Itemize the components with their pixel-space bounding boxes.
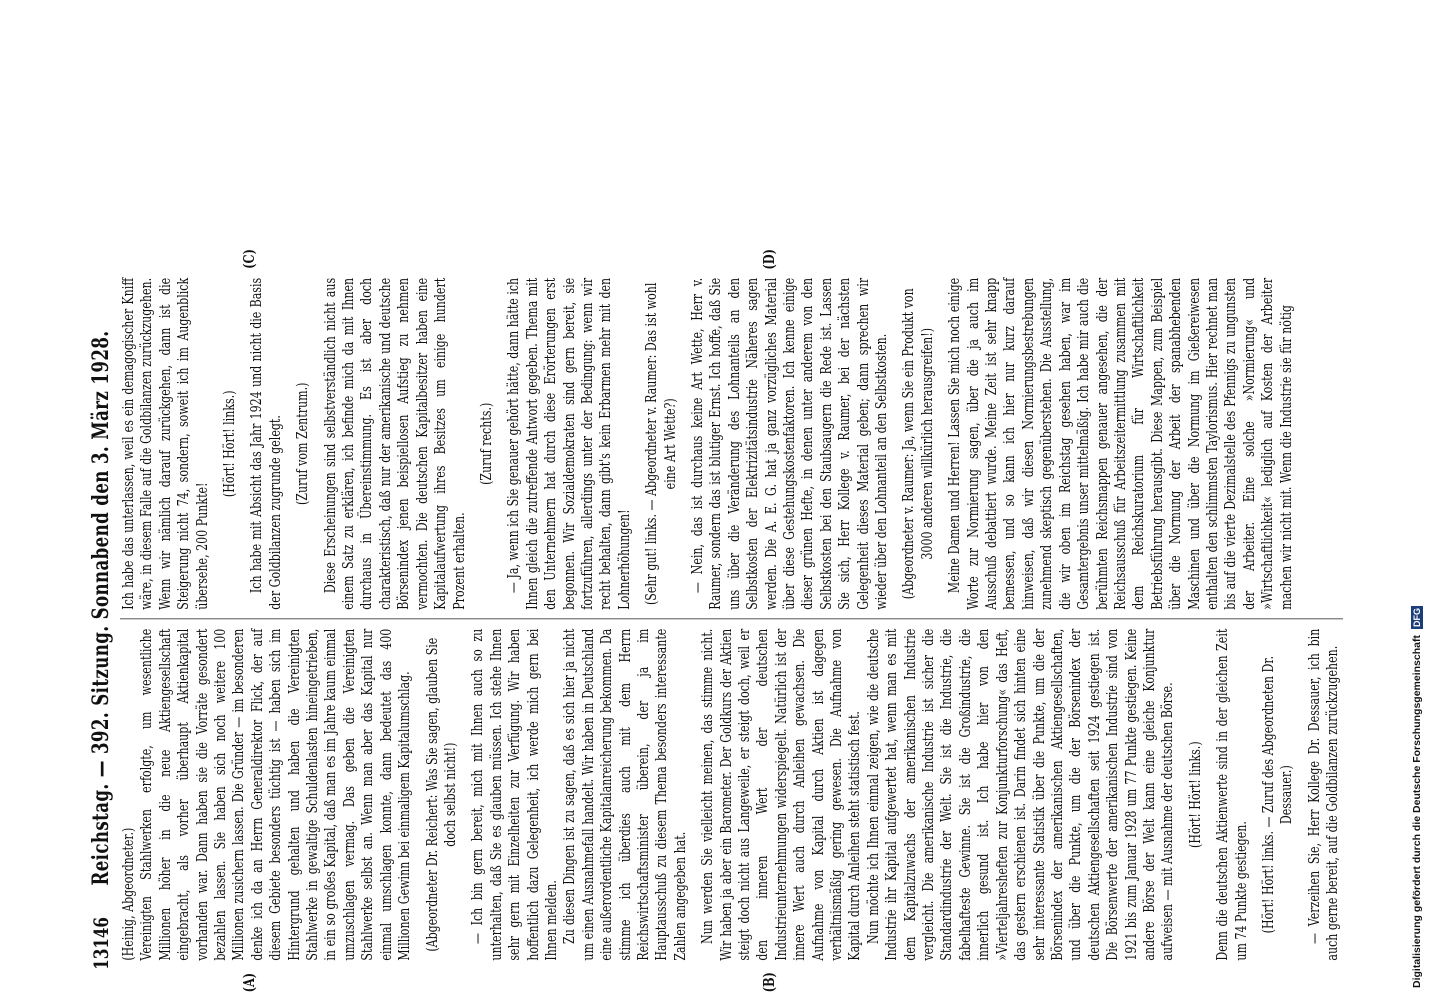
paragraph: — Verzeihen Sie, Herr Kollege Dr. Dessauer, ich bin auch gerne bereit, auf die Goldbilanzen zurückzugehen.	[1305, 628, 1342, 961]
interjection: (Hört! Hört! links. — Zuruf des Abgeordneten Dr. Dessauer.)	[1259, 656, 1296, 934]
interjection: (Sehr gut! links. — Abgeordneter v. Raumer: Das ist wohl eine Art Wette?)	[643, 282, 679, 605]
page-title: Reichstag. — 392. Sitzung. Sonnabend den 3. März 1928.	[88, 330, 114, 886]
paragraph: Meine Damen und Herren! Lassen Sie mich noch einige Worte zur Normierung sagen, über die ja auch im Ausschuß debattiert wurde. Meine Zeit ist sehr knapp bemessen, und so kann ich hier nur kurz darauf hinweisen, daß wir diesen Normierungsbestrebungen zunehmend skeptisch gegenüberstehen. Die Ausstellung, die wir oben im Reichstag gesehen haben, war im Gesamtergebnis unser mittelmäßig. Ich habe mir auch die berühmten Reichsmappen genauer angesehen, die der Reichsausschuß für Arbeitszeitermittlung zusammen mit dem Reichskuratorium für Wirtschaftlichkeit Betriebsführung herausgibt. Diese Mappen, zum Beispiel über die Normung der Arbeit der spanabhebenden Maschinen und über die Normung im Gießereiwesen enthalten den schlimmsten Taylorismus. Hier rechnet man bis auf die vierte Dezimalstelle des Pfennigs zu ungunsten der Arbeiter. Eine solche »Normierung« und »Wirtschaftlichkeit« lediglich auf Kosten der Arbeiter machen wir nicht mit. Wenn die Industrie sie für nötig	[946, 277, 1295, 610]
margin-mark-c: (C)	[240, 249, 258, 269]
text-columns	[120, 249, 1343, 993]
paragraph: Diese Erscheinungen sind selbstverständlich nicht aus einem Satz zu erklären, ich befinde mich da mit Ihnen durchaus in Übereinstimmung. Es ist aber doch charakteristisch, daß nur der amerikanische und deutsche Börsenindex jenen beispiellosen Aufstieg zu nehmen vermochten. Die deutschen Kapitalbesitzer haben eine Kapitalaufwertung ihres Besitzes um einige hundert Prozent erhalten.	[321, 277, 468, 610]
paragraph: Denn die deutschen Aktienwerte sind in der gleichen Zeit um 74 Punkte gestiegen.	[1214, 628, 1250, 961]
interjection: (Abgeordneter v. Raumer: Ja, wenn Sie ein Produkt von 3000 anderen willkürlich herausgreifen!)	[900, 288, 936, 600]
digitization-credit	[1410, 12, 1424, 988]
paragraph: (Heinig, Abgeordneter.)	[120, 827, 137, 961]
paragraph: Nun werden Sie vielleicht meinen, das stimme nicht. Wir haben ja aber ein Barometer. Der Goldkurs der Aktien steigt doch nicht aus Langeweile, er steigt doch, weil er den inneren Wert der deutschen Industrieunternehmungen widerspiegelt. Natürlich ist der innere Wert auch durch Anleihen gewachsen. Die Aufnahme von Kapital durch Aktien ist dagegen verhältnismäßig gering gewesen. Die Aufnahme von Kapital durch Anleihen steht statistisch fest.	[699, 628, 864, 961]
paragraph: Ich habe mit Absicht das Jahr 1924 und nicht die Basis der Goldbilanzen zugrunde gelegt.	[248, 277, 284, 610]
interjection: (Zuruf vom Zentrum.)	[294, 382, 312, 506]
margin-mark-b: (B)	[760, 972, 778, 993]
page-header	[88, 269, 114, 970]
page-number: 13146	[89, 917, 113, 970]
dfg-logo: DFG	[1412, 608, 1422, 628]
digitization-credit-text: Digitalisierung gefördert durch die Deutsche Forschungsgemeinschaft	[1411, 635, 1423, 988]
document-page	[60, 243, 1380, 1000]
interjection: (Abgeordneter Dr. Reichert: Was Sie sagen, glauben Sie doch selbst nicht!)	[423, 637, 459, 952]
paragraph: Nun möchte ich Ihnen einmal zeigen, wie die deutsche Industrie ihr Kapital aufgewertet hat, wenn man es mit dem Kapitalzuwachs der amerikanischen Industrie vergleicht. Die amerikanische Industrie ist sicher die Standardindustrie der Welt. Sie ist die Industrie, die fabelhafteste Gewinne. Sie ist die Großindustrie, die innerlich gesund ist. Ich habe hier von den »Vierteljahresheften zur Konjunkturforschung« das Heft, das gestern erschienen ist. Darin findet sich hinten eine sehr interessante Statistik über die Punkte, um die der Börsenindex der amerikanischen Aktiengesellschaften, und über die Punkte, um die der Börsenindex der deutschen Aktiengesellschaften seit 1924 gestiegen ist. Die Börsenwerte der amerikanischen Industrie sind von 1921 bis zum Januar 1928 um 77 Punkte gestiegen. Keine andere Börse der Welt kann eine gleiche Konjunktur aufweisen — mit Ausnahme der deutschen Börse.	[864, 628, 1177, 961]
paragraph: — Ja, wenn ich Sie genauer gehört hätte, dann hätte ich Ihnen gleich die zutreffende Antwort gegeben. Thema mit den Unternehmern hat durch diese Erörterungen erst begonnen. Wir Sozialdemokraten sind gern bereit, sie fortzuführen, allerdings unter der Bedingung: wenn wir recht behalten, dann gibt's kein Erbarmen mehr mit den Lohnerhöhungen!	[505, 277, 633, 610]
interjection: (Hört! Hört! links.)	[221, 390, 239, 498]
paragraph: Vereinigten Stahlwerken erfolgte, um wesentliche Millionen höher in die neue Aktiengesellschaft eingebracht, als vorher überhaupt Aktienkapital vorhanden war. Dann haben sie die Vorräte gesondert bezahlen lassen. Sie haben sich noch weitere 100 Millionen zusichern lassen. Die Gründer — im besonderen denke ich da an Herrn Generaldirektor Flick, der auf diesem Gebiete besonders tüchtig ist — haben sich im Hintergrund gehalten und haben die Vereinigten Stahlwerke in gewaltige Schuldenlasten hineingetrieben, in ein so großes Kapital, daß man es im Jahre kaum einmal umzuschlagen vermag. Das geben die Vereinigten Stahlwerke selbst an. Wenn man aber das Kapital nur einmal umschlagen konnte, dann bedeutet das 400 Millionen Gewinn bei einmaligem Kapitalumschlag.	[138, 628, 414, 961]
left-column	[120, 620, 1343, 970]
interjection: (Hört! Hört! links.)	[1186, 741, 1204, 848]
paragraph: — Nein, das ist durchaus keine Art Wette, Herr v. Raumer, sondern das ist blutiger Ernst. Ich hoffe, daß Sie uns über die Veränderung des Lohnanteils an den Selbstkosten der Elektrizitätsindustrie Näheres sagen werden. Die A. E. G. hat ja ganz vorzügliches Material über diese Gestehungskostenfaktoren. Ich kenne einige dieser grünen Hefte, in denen unter anderem von den Selbstkosten bei den Staubsaugern die Rede ist. Lassen Sie sich, Herr Kollege v. Raumer, bei der nächsten Gelegenheit dieses Material geben; dann sprechen wir wieder über den Lohnanteil an den Selbstkosten.	[688, 277, 891, 610]
right-column	[120, 269, 1343, 620]
paragraph: — Ich bin gern bereit, mich mit Ihnen auch so zu unterhalten, daß Sie es glauben müssen. Ich stehe Ihnen sehr gern mit Einzelheiten zur Verfügung. Wir haben hoffentlich dazu Gelegenheit, ich werde mich gern bei Ihnen melden.	[469, 628, 560, 961]
margin-mark-d: (D)	[760, 249, 778, 270]
paragraph: Zu diesen Dingen ist zu sagen, daß es sich hier ja nicht um einen Ausnahmefall handelt. Wir haben in Deutschland eine außerordentliche Kapitalanreicherung bekommen. Da stimme ich überdies auch mit dem Herrn Reichswirtschaftsminister überein, der ja im Hauptausschuß zu diesem Thema besonders interessante Zahlen angegeben hat.	[561, 628, 689, 961]
interjection: (Zuruf rechts.)	[477, 402, 495, 485]
margin-mark-a: (A)	[240, 972, 258, 993]
paragraph: Ich habe das unterlassen, weil es ein demagogischer Kniff wäre, in diesem Falle auf die Goldbilanzen zurückzugehen. Wenn wir nämlich darauf zurückgehen, dann ist die Steigerung nicht 74, sondern, soweit ich im Augenblick übersehe, 200 Punkte!	[120, 277, 211, 610]
